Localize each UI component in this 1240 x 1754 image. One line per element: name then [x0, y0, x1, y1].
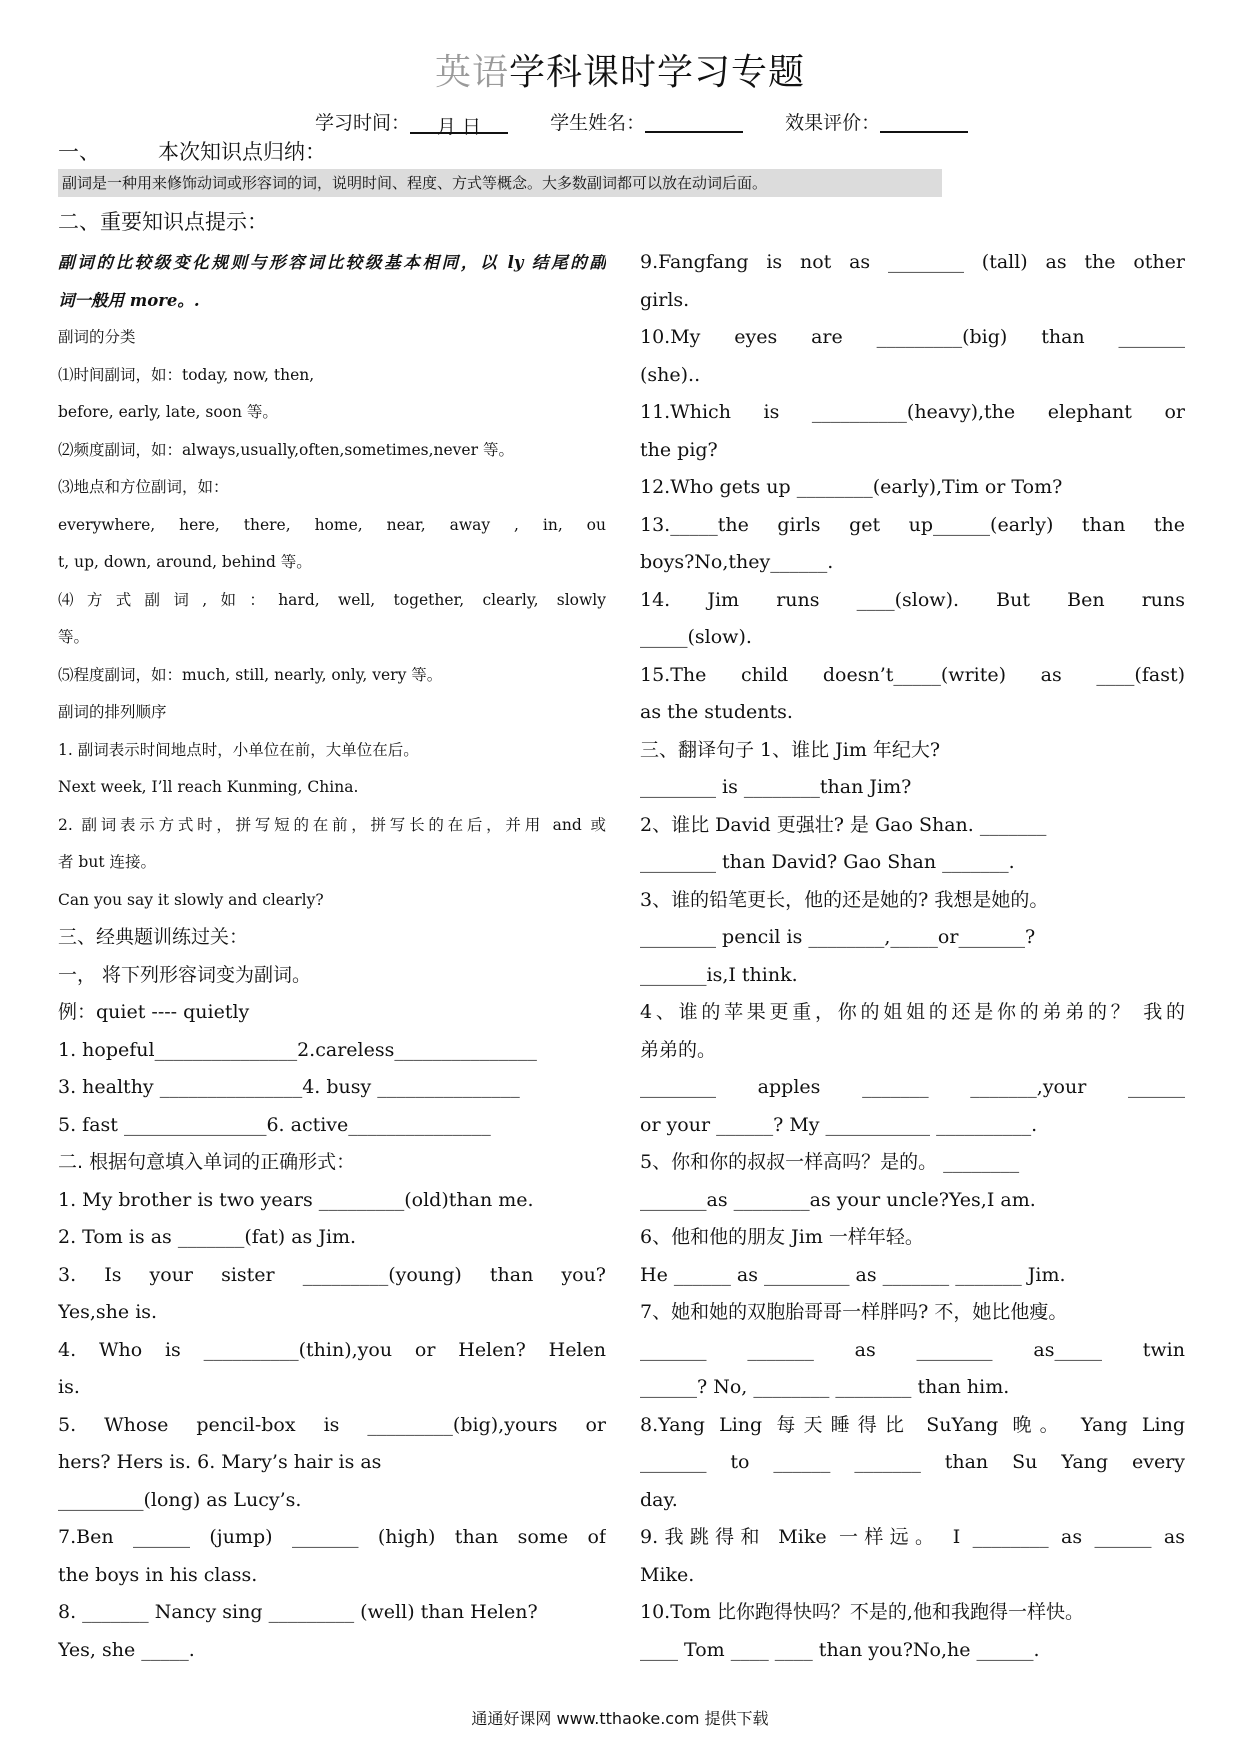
text-line: ⑷方式副词,如：hard, well, together, clearly, slowly — [58, 590, 606, 609]
title-rest: 学科课时学习专题 — [509, 52, 806, 93]
text-line: 副词的排列顺序 — [58, 703, 167, 721]
section-1-title: 本次知识点归纳： — [158, 140, 326, 164]
text-line: 5. fast _______________6. active_______________ — [58, 1113, 491, 1136]
text-line: everywhere, here, there, home, near, away , in, ou — [58, 515, 606, 534]
section-translate-heading: 三、翻译句子 1、谁比 Jim 年纪大? — [640, 738, 941, 761]
text-line: 5、你和你的叔叔一样高吗？是的。 ________ — [640, 1151, 1020, 1173]
text-line: ⑸程度副词，如：much, still, nearly, only, very 等。 — [58, 665, 443, 684]
text-line: Yes, she _____. — [58, 1638, 195, 1661]
text-line: 15.The child doesn’t_____(write) as ____(fast) — [640, 663, 1185, 686]
text-line: or your ______? My ___________ __________. — [640, 1113, 1038, 1136]
text-line: 9.Fangfang is not as ________ (tall) as the other — [640, 251, 1185, 273]
text-line: 10.My eyes are _________(big) than _______ — [640, 326, 1185, 348]
text-line: 4、谁的苹果更重，你的姐姐的还是你的弟弟的？ 我的 — [640, 1001, 1185, 1023]
info-line — [315, 108, 968, 138]
text-line: ________ than David? Gao Shan _______. — [640, 851, 1015, 873]
name-blank[interactable] — [645, 111, 743, 133]
text-line: 12.Who gets up ________(early),Tim or Tom? — [640, 476, 1063, 498]
text-line: 1. 副词表示时间地点时，小单位在前，大单位在后。 — [58, 740, 419, 759]
text-line: 10.Tom 比你跑得快吗？不是的,他和我跑得一样快。 — [640, 1601, 1084, 1623]
text-line: ⑴时间副词，如：today, now, then, — [58, 365, 315, 384]
time-blank[interactable]: 月 日 — [410, 112, 508, 134]
text-line: 等。 — [58, 628, 90, 646]
eval-label: 效果评价： — [785, 112, 881, 134]
text-line: ____ Tom ____ ____ than you?No,he ______. — [640, 1638, 1040, 1661]
text-line: 3. Is your sister _________(young) than you? — [58, 1263, 606, 1286]
text-line: 副词的分类 — [58, 328, 136, 346]
text-line: 3. healthy _______________4. busy _______________ — [58, 1076, 520, 1098]
text-line: 副词的比较级变化规则与形容词比较级基本相同，以 ly 结尾的副 — [58, 253, 606, 272]
exercise-1-heading: 一， 将下列形容词变为副词。 — [58, 963, 312, 986]
text-line: ________ pencil is ________,_____or_______? — [640, 926, 1036, 948]
section-1-heading — [58, 136, 326, 166]
text-line: 5. Whose pencil-box is _________(big),yours or — [58, 1413, 606, 1436]
text-line: Mike. — [640, 1563, 695, 1586]
text-line: ⑶地点和方位副词，如： — [58, 478, 229, 496]
text-line: is. — [58, 1376, 80, 1398]
right-column — [640, 244, 1185, 1669]
text-line: the pig? — [640, 438, 718, 461]
summary-highlight: 副词是一种用来修饰动词或形容词的词，说明时间、程度、方式等概念。大多数副词都可以放在动词后面。 — [58, 169, 942, 197]
text-line: _______ to ______ _______ than Su Yang every — [640, 1451, 1185, 1473]
text-line: t, up, down, around, behind 等。 — [58, 553, 312, 571]
text-line: ⑵频度副词，如：always,usually,often,sometimes,never 等。 — [58, 440, 514, 459]
text-line: Can you say it slowly and clearly? — [58, 890, 324, 909]
text-line: 14. Jim runs ____(slow). But Ben runs — [640, 588, 1185, 611]
text-line: 1. hopeful_______________2.careless_______________ — [58, 1038, 537, 1061]
text-line: 7.Ben ______ (jump) _______ (high) than some of — [58, 1526, 606, 1548]
text-line: hers? Hers is. 6. Mary’s hair is as — [58, 1451, 382, 1473]
section-1-number: 一、 — [58, 140, 100, 164]
page-title — [0, 44, 1240, 95]
text-line: 11.Which is __________(heavy),the elephant or — [640, 401, 1185, 423]
text-line: day. — [640, 1488, 678, 1511]
text-line: _______ _______ as ________ as_____ twin — [640, 1338, 1185, 1361]
exercise-2-heading: 二. 根据句意填入单词的正确形式： — [58, 1151, 356, 1173]
time-label: 学习时间： — [315, 112, 411, 134]
text-line: Yes,she is. — [58, 1301, 158, 1323]
text-line: 者 but 连接。 — [58, 853, 156, 871]
text-line: 8. _______ Nancy sing _________ (well) than Helen? — [58, 1601, 538, 1623]
text-line: 6、他和他的朋友 Jim 一样年轻。 — [640, 1226, 924, 1248]
section-3-heading: 三、经典题训练过关： — [58, 926, 249, 948]
text-line: 2、谁比 David 更强壮? 是 Gao Shan. _______ — [640, 813, 1047, 836]
text-line: 7、她和她的双胞胎哥哥一样胖吗? 不，她比他瘦。 — [640, 1301, 1068, 1323]
name-label: 学生姓名： — [550, 112, 646, 134]
left-column — [58, 244, 606, 1669]
text-line: 弟弟的。 — [640, 1038, 717, 1061]
text-line: (she).. — [640, 363, 701, 386]
text-line: _______as ________as your uncle?Yes,I am. — [640, 1188, 1036, 1211]
text-line: before, early, late, soon 等。 — [58, 403, 278, 421]
text-line: 1. My brother is two years _________(old)than me. — [58, 1188, 534, 1211]
text-line: ________ apples _______ _______,your ______ — [640, 1076, 1185, 1098]
section-2-heading: 二、重要知识点提示： — [58, 210, 268, 234]
text-line: ______? No, ________ ________ than him. — [640, 1376, 1010, 1398]
text-line: _________(long) as Lucy’s. — [58, 1488, 302, 1511]
eval-blank[interactable] — [880, 111, 968, 133]
text-line: _______is,I think. — [640, 963, 798, 986]
text-line: girls. — [640, 288, 690, 311]
text-line: 词一般用 more。. — [58, 290, 200, 310]
text-line: _____(slow). — [640, 626, 752, 648]
text-line: 13._____the girls get up______(early) than the — [640, 513, 1185, 536]
text-line: 2. 副词表示方式时，拼写短的在前，拼写长的在后，并用 and 或 — [58, 815, 606, 834]
text-line: 例：quiet ---- quietly — [58, 1001, 250, 1023]
text-line: as the students. — [640, 701, 793, 723]
text-line: the boys in his class. — [58, 1563, 258, 1586]
text-line: 9.我跳得和 Mike 一样远。 I ________ as ______ as — [640, 1526, 1185, 1548]
text-line: ________ is ________than Jim? — [640, 776, 912, 798]
text-line: Next week, I’ll reach Kunming, China. — [58, 778, 359, 796]
text-line: 4. Who is __________(thin),you or Helen? Helen — [58, 1338, 606, 1361]
page-footer[interactable]: 通通好课网 www.tthaoke.com 提供下载 — [471, 1709, 769, 1728]
text-line: 2. Tom is as _______(fat) as Jim. — [58, 1226, 357, 1248]
text-line: He ______ as _________ as _______ _______ Jim. — [640, 1263, 1066, 1286]
title-subject: 英语 — [434, 52, 509, 93]
text-line: 3、谁的铅笔更长，他的还是她的? 我想是她的。 — [640, 888, 1049, 911]
text-line: boys?No,they______. — [640, 551, 834, 573]
text-line: 8.Yang Ling 每天睡得比 SuYang 晚。 Yang Ling — [640, 1413, 1185, 1436]
